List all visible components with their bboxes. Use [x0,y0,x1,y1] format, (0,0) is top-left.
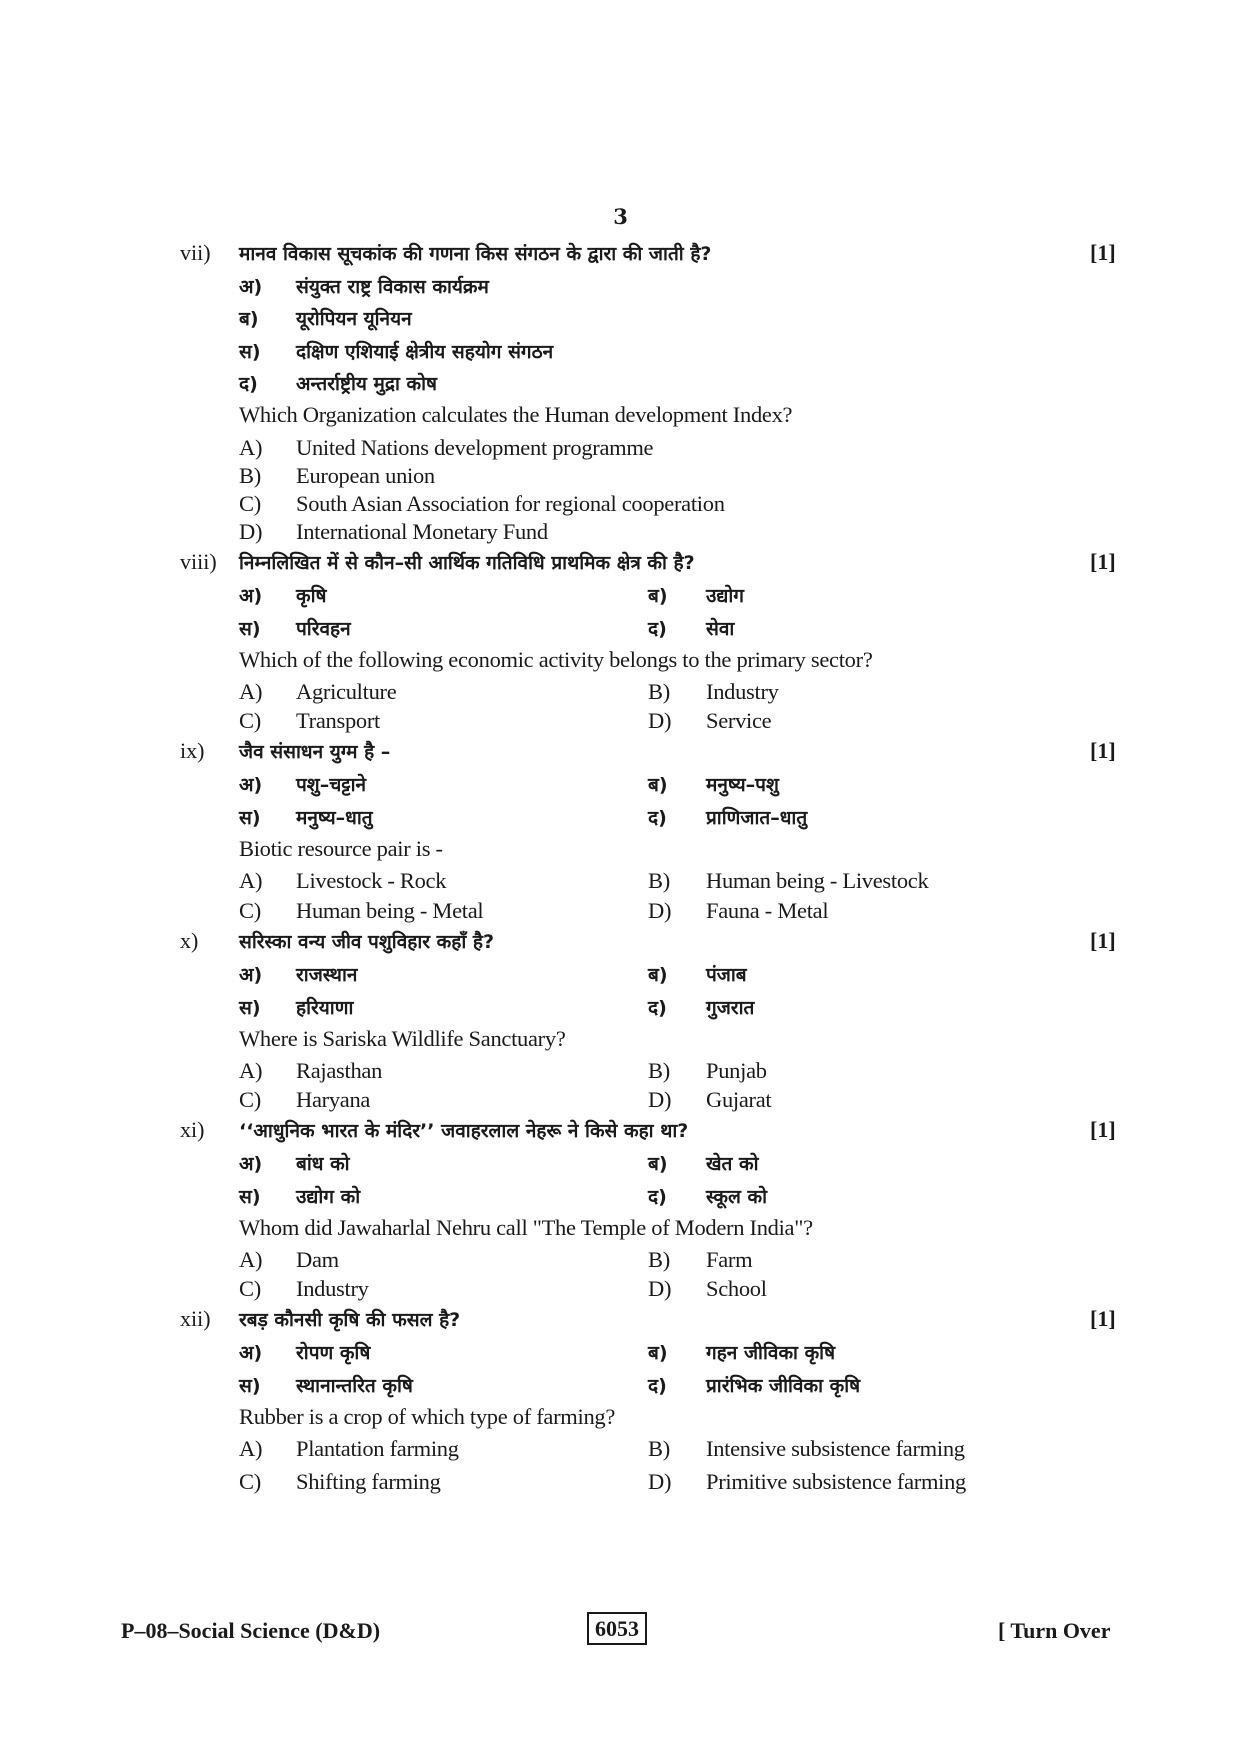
option-text: हरियाणा [296,997,354,1019]
option-text: प्राणिजात–धातु [706,807,808,829]
option-label: ब) [648,774,668,796]
option-label: स) [239,1375,261,1397]
option-label: अ) [239,276,263,298]
question-number: viii) [180,549,217,574]
option-label: D) [648,1087,672,1112]
option-text: पशु–चट्टाने [296,774,367,796]
option-label: D) [648,1276,672,1301]
question-text-hindi: रबड़ कौनसी कृषि की फसल है? [239,1309,461,1331]
option-label: A) [239,868,263,893]
question-text-hindi: सरिस्का वन्य जीव पशुविहार कहाँ है? [239,931,494,953]
option-text: मनुष्य–धातु [296,807,373,829]
option-label: स) [239,807,261,829]
option-text: दक्षिण एशियाई क्षेत्रीय सहयोग संगठन [296,341,554,363]
option-label: B) [648,1247,670,1272]
option-label: अ) [239,774,263,796]
option-label: द) [648,618,667,640]
option-text: Haryana [296,1087,371,1112]
marks: [1] [1090,1306,1116,1331]
option-label: द) [648,1375,667,1397]
option-text: Farm [706,1247,753,1272]
option-text: Intensive subsistence farming [706,1436,965,1461]
question-x-hindi-row [0,928,1241,958]
option-label: B) [239,463,261,488]
option-label: B) [648,1058,670,1083]
question-text-hindi: मानव विकास सूचकांक की गणना किस संगठन के द्वारा की जाती है? [239,243,712,265]
question-vii-hindi-row [0,240,1241,270]
option-text: सेवा [706,618,735,640]
option-label: A) [239,1247,263,1272]
option-label: C) [239,1087,261,1112]
paper-number-box: 6053 [587,1612,647,1645]
question-number: xii) [180,1306,211,1331]
marks: [1] [1090,1117,1116,1142]
question-number: vii) [180,240,211,265]
question-text-hindi: निम्नलिखित में से कौन–सी आर्थिक गतिविधि प्राथमिक क्षेत्र की है? [239,552,695,574]
option-text: प्रारंभिक जीविका कृषि [706,1375,861,1397]
option-text: उद्योग [706,585,745,607]
option-label: D) [648,1469,672,1494]
question-text-english: Which of the following economic activity belongs to the primary sector? [239,647,873,672]
option-text: गुजरात [706,997,755,1019]
option-label: स) [239,1186,261,1208]
option-text: School [706,1276,767,1301]
option-label: द) [239,373,258,395]
option-text: South Asian Association for regional cooperation [296,491,725,516]
option-label: अ) [239,1342,263,1364]
option-label: ब) [648,964,668,986]
question-text-english: Whom did Jawaharlal Nehru call "The Temple of Modern India"? [239,1215,813,1240]
option-text: कृषि [296,585,327,607]
option-label: A) [239,679,263,704]
option-label: C) [239,898,261,923]
option-label: C) [239,491,261,516]
option-label: A) [239,1436,263,1461]
option-label: B) [648,868,670,893]
option-label: अ) [239,1153,263,1175]
turn-over-label: [ Turn Over [998,1618,1111,1643]
option-text: बांध को [296,1153,350,1175]
marks: [1] [1090,240,1116,265]
option-text: मनुष्य–पशु [706,774,779,796]
option-text: स्कूल को [706,1186,767,1208]
option-text: परिवहन [296,618,351,640]
marks: [1] [1090,928,1116,953]
option-label: अ) [239,585,263,607]
option-text: राजस्थान [296,964,358,986]
option-text: यूरोपियन यूनियन [296,308,412,330]
option-text: Shifting farming [296,1469,441,1494]
marks: [1] [1090,738,1116,763]
option-text: Gujarat [706,1087,772,1112]
option-text: पंजाब [706,964,747,986]
question-viii-hindi-row [0,549,1241,579]
question-text-english: Where is Sariska Wildlife Sanctuary? [239,1026,566,1051]
option-label: B) [648,1436,670,1461]
option-text: उद्योग को [296,1186,361,1208]
question-text-english: Biotic resource pair is - [239,836,443,861]
option-text: Livestock - Rock [296,868,447,893]
option-text: Fauna - Metal [706,898,829,923]
option-text: स्थानान्तरित कृषि [296,1375,413,1397]
option-label: स) [239,997,261,1019]
option-text: Rajasthan [296,1058,383,1083]
option-text: Agriculture [296,679,397,704]
option-label: स) [239,341,261,363]
option-text: अन्तर्राष्ट्रीय मुद्रा कोष [296,373,438,395]
option-label: D) [648,708,672,733]
option-label: ब) [239,308,259,330]
option-text: International Monetary Fund [296,519,548,544]
option-text: Punjab [706,1058,767,1083]
option-label: C) [239,708,261,733]
option-text: Dam [296,1247,339,1272]
question-number: x) [180,928,199,953]
option-label: द) [648,997,667,1019]
option-text: Primitive subsistence farming [706,1469,967,1494]
option-text: खेत को [706,1153,759,1175]
question-number: xi) [180,1117,205,1142]
page-number: 3 [613,204,628,229]
option-text: Human being - Metal [296,898,484,923]
option-text: Service [706,708,772,733]
option-text: रोपण कृषि [296,1342,371,1364]
question-ix-hindi-row [0,738,1241,768]
option-label: A) [239,435,263,460]
option-text: गहन जीविका कृषि [706,1342,836,1364]
paper-code-label: P–08–Social Science (D&D) [121,1618,381,1643]
option-label: A) [239,1058,263,1083]
question-xii-hindi-row [0,1306,1241,1336]
option-text: Transport [296,708,380,733]
question-number: ix) [180,738,205,763]
option-label: द) [648,1186,667,1208]
question-text-english: Rubber is a crop of which type of farming? [239,1404,616,1429]
question-xi-hindi-row [0,1117,1241,1147]
option-label: ब) [648,1342,668,1364]
option-label: ब) [648,1153,668,1175]
option-label: D) [239,519,263,544]
option-text: European union [296,463,435,488]
option-label: स) [239,618,261,640]
option-text: Human being - Livestock [706,868,929,893]
option-text: Industry [706,679,779,704]
question-text-hindi: जैव संसाधन युग्म है – [239,741,391,763]
option-label: अ) [239,964,263,986]
option-text: संयुक्त राष्ट्र विकास कार्यक्रम [296,276,489,298]
option-label: C) [239,1469,261,1494]
option-text: Industry [296,1276,369,1301]
question-text-english: Which Organization calculates the Human development Index? [239,402,793,427]
option-label: D) [648,898,672,923]
question-text-hindi: ‘‘आधुनिक भारत के मंदिर’’ जवाहरलाल नेहरू ने किसे कहा था? [239,1120,689,1142]
option-label: C) [239,1276,261,1301]
option-label: द) [648,807,667,829]
marks: [1] [1090,549,1116,574]
option-label: B) [648,679,670,704]
option-text: Plantation farming [296,1436,459,1461]
option-text: United Nations development programme [296,435,654,460]
option-label: ब) [648,585,668,607]
